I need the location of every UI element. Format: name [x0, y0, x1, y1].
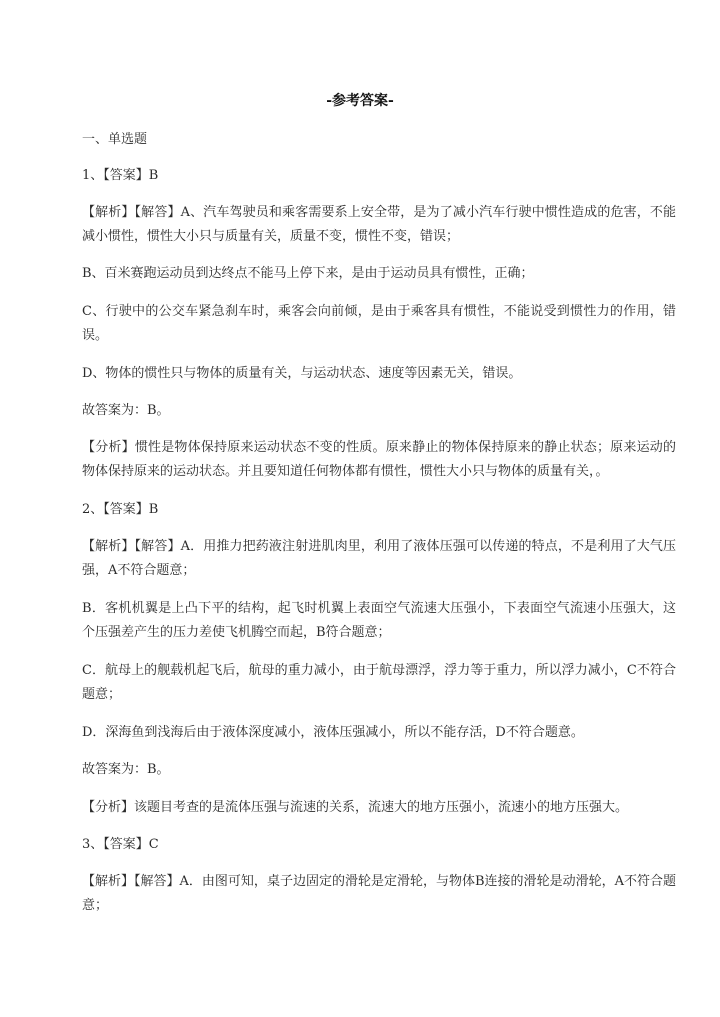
- question-1-conclusion: 故答案为：B。: [82, 403, 170, 418]
- question-3-answer: 3、【答案】C: [82, 837, 159, 852]
- question-2-explanation-d: D．深海鱼到浅海后由于液体深度减小，液体压强减小，所以不能存活，D不符合题意。: [82, 725, 584, 740]
- question-1-analysis: 【分析】惯性是物体保持原来运动状态不变的性质。原来静止的物体保持原来的静止状态；原来运动的物体保持原来的运动状态。并且要知道任何物体都有惯性，惯性大小只与物体的质量有关，。: [82, 440, 676, 479]
- question-2-analysis: 【分析】该题目考查的是流体压强与流速的关系，流速大的地方压强小，流速小的地方压强大。: [82, 800, 629, 815]
- section-heading: 一、单选题: [82, 132, 148, 147]
- question-2-answer: 2、【答案】B: [82, 502, 159, 517]
- question-1-explanation-b: B、百米赛跑运动员到达终点不能马上停下来，是由于运动员具有惯性，正确；: [82, 266, 534, 281]
- question-1-explanation-c: C、行驶中的公交车紧急刹车时，乘客会向前倾，是由于乘客具有惯性，不能说受到惯性力的作用，错误。: [82, 304, 676, 343]
- question-2-explanation-b: B．客机机翼是上凸下平的结构，起飞时机翼上表面空气流速大压强小，下表面空气流速小压强大，这个压强差产生的压力差使飞机腾空而起，B符合题意；: [82, 601, 676, 640]
- question-2-explanation-a: 【解析】【解答】A．用推力把药液注射进肌肉里，利用了液体压强可以传递的特点，不是利用了大气压强，A不符合题意；: [82, 539, 676, 578]
- question-1-explanation-a: 【解析】【解答】A、汽车驾驶员和乘客需要系上安全带，是为了减小汽车行驶中惯性造成的危害，不能减小惯性，惯性大小只与质量有关，质量不变，惯性不变，错误；: [82, 205, 676, 244]
- question-2-conclusion: 故答案为：B。: [82, 762, 170, 777]
- question-3-explanation-a: 【解析】【解答】A．由图可知，桌子边固定的滑轮是定滑轮，与物体B连接的滑轮是动滑轮，A不符合题意；: [82, 874, 676, 913]
- question-1-explanation-d: D、物体的惯性只与物体的质量有关，与运动状态、速度等因素无关，错误。: [82, 366, 522, 381]
- question-1-answer: 1、【答案】B: [82, 168, 159, 183]
- question-2-explanation-c: C．航母上的舰载机起飞后，航母的重力减小，由于航母漂浮，浮力等于重力，所以浮力减小，C不符合题意；: [82, 663, 676, 702]
- page-title: -参考答案-: [326, 93, 394, 109]
